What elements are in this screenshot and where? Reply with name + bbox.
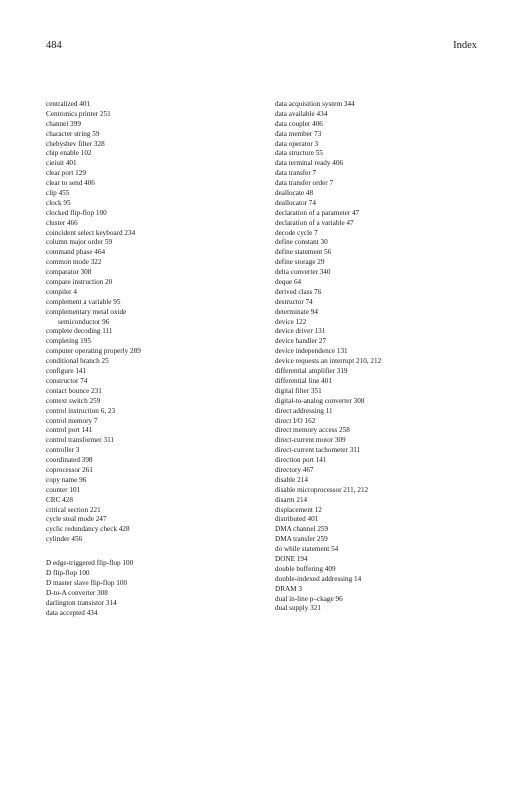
index-entry: declaration of a parameter 47 [275, 208, 360, 217]
index-entry: device independence 131 [275, 347, 348, 356]
index-entry: cylinder 456 [46, 535, 83, 544]
index-entry: clock 95 [46, 198, 71, 207]
index-entry: disarm 214 [275, 495, 308, 504]
index-entry: clocked flip-flop 100 [46, 208, 107, 217]
index-entry: D master slave flip-flop 100 [46, 578, 128, 587]
index-entry: compare instruction 20 [46, 278, 113, 287]
index-entry: data accepted 434 [46, 608, 98, 617]
index-entry: computer operating properly 289 [46, 347, 141, 356]
index-entry: comparator 308 [46, 268, 92, 277]
index-entry: disable microprocessor 211, 212 [275, 485, 369, 494]
index-entry: control instruction 6, 23 [46, 406, 116, 415]
index-entry: define statement 56 [275, 248, 332, 257]
index-entry: determinate 94 [275, 307, 318, 316]
index-entry: Centronics printer 251 [46, 109, 111, 118]
index-entry: direct I/O 162 [275, 416, 316, 425]
index-entry: disable 214 [275, 475, 308, 484]
index-entry: cluster 466 [46, 218, 78, 227]
index-entry: deallocator 74 [275, 198, 316, 207]
index-entry: define storage 29 [275, 258, 325, 267]
index-entry: control port 141 [46, 426, 93, 435]
index-entry: direction port 141 [275, 456, 327, 465]
index-entry: declaration of a variable 47 [275, 218, 354, 227]
index-entry: CRC 428 [46, 495, 73, 504]
index-entry: command phase 464 [46, 248, 106, 257]
index-entry: darlington transistor 314 [46, 598, 117, 607]
index-column-left [46, 100, 256, 618]
index-entry: direct addressing 11 [275, 406, 333, 415]
index-entry: differential line 401 [275, 376, 332, 385]
index-entry: data member 73 [275, 129, 322, 138]
index-entry: DMA transfer 259 [275, 535, 328, 544]
index-entry: differential amplifier 319 [275, 367, 348, 376]
index-entry: semiconductor 96 [58, 317, 110, 326]
index-entry: configure 141 [46, 367, 87, 376]
index-entry: D-to-A converter 308 [46, 588, 108, 597]
index-entry: DONE 194 [275, 554, 308, 563]
index-entry: delta converter 340 [275, 268, 331, 277]
index-entry: decode cycle 7 [275, 228, 318, 237]
index-entry: coincident select keyboard 234 [46, 228, 136, 237]
index-entry: complement a variable 95 [46, 297, 121, 306]
index-entry: data operator 3 [275, 139, 319, 148]
index-entry: clear port 129 [46, 169, 86, 178]
index-entry: D edge-triggered flip-flop 100 [46, 559, 134, 568]
index-entry: data acquisition system 344 [275, 100, 355, 108]
index-entry: dual supply 321 [275, 604, 321, 613]
index-entry: data transfer order 7 [275, 179, 334, 188]
index-entry: direct memory access 258 [275, 426, 350, 435]
index-entry: coprocessor 261 [46, 465, 93, 474]
index-entry: controller 3 [46, 446, 80, 455]
index-entry: character string 59 [46, 129, 100, 138]
index-entry: deque 64 [275, 278, 302, 287]
page-header [46, 40, 477, 56]
index-entry: control memory 7 [46, 416, 98, 425]
index-entry: deallocate 48 [275, 189, 314, 198]
index-entry: channel 399 [46, 119, 81, 128]
index-entry: contact bounce 231 [46, 386, 102, 395]
index-section-gap [46, 545, 256, 559]
index-entry: conditional branch 25 [46, 357, 109, 366]
index-entry: cyclic redundancy check 428 [46, 525, 130, 534]
index-entry: complementary metal oxide [46, 307, 127, 316]
index-entry: distributed 401 [275, 515, 319, 524]
index-entry: chip enable 102 [46, 149, 92, 158]
index-entry: control transformer 311 [46, 436, 114, 445]
index-entry: completing 195 [46, 337, 91, 346]
index-entry: copy name 96 [46, 475, 87, 484]
index-entry: D flip-flop 100 [46, 568, 90, 577]
index-entry: DMA channel 259 [275, 525, 329, 534]
index-column-right [275, 100, 485, 614]
index-entry: device 122 [275, 317, 307, 326]
index-entry: dual in-line p–ckage 96 [275, 594, 343, 603]
page-section-title: Index [453, 40, 477, 51]
page-number: 484 [46, 40, 62, 51]
index-entry: digital filter 351 [275, 386, 322, 395]
index-entry: centralized 401 [46, 100, 91, 108]
index-entry: constructor 74 [46, 376, 88, 385]
index-entry: destructor 74 [275, 297, 313, 306]
index-entry: data structure 55 [275, 149, 323, 158]
index-entry: counter 101 [46, 485, 81, 494]
index-entry: data transfer 7 [275, 169, 317, 178]
index-entry: critical section 221 [46, 505, 101, 514]
index-entry: device driver 131 [275, 327, 326, 336]
index-entry: cycle steal mode 247 [46, 515, 107, 524]
index-entry: do while statement 54 [275, 545, 339, 554]
index-entry: DRAM 3 [275, 584, 302, 593]
index-entry: directory 467 [275, 465, 314, 474]
index-entry: displacement 12 [275, 505, 322, 514]
index-entry: data terminal ready 406 [275, 159, 344, 168]
index-entry: device requests an interrupt 210, 212 [275, 357, 382, 366]
index-entry: context switch 259 [46, 396, 101, 405]
index-entry: compiler 4 [46, 287, 77, 296]
index-entry: data available 434 [275, 109, 328, 118]
index-entry: double-indexed addressing 14 [275, 574, 362, 583]
index-entry: coordinated 398 [46, 456, 93, 465]
index-entry: clip 455 [46, 189, 70, 198]
index-entry: complete decoding 111 [46, 327, 113, 336]
index-entry: cieiuit 401 [46, 159, 77, 168]
index-entry: common mode 322 [46, 258, 102, 267]
index-entry: chebyshev filter 328 [46, 139, 105, 148]
index-entry: column major order 59 [46, 238, 113, 247]
index-entry: direct-current motor 309 [275, 436, 346, 445]
index-entry: derived class 76 [275, 287, 322, 296]
index-entry: data coupler 406 [275, 119, 323, 128]
index-entry: double buffering 409 [275, 564, 336, 573]
index-entry: direct-current tachometer 311 [275, 446, 361, 455]
index-entry: device handler 27 [275, 337, 327, 346]
index-entry: define constant 30 [275, 238, 328, 247]
index-entry: digital-to-analog converter 308 [275, 396, 365, 405]
index-entry: clear to send 406 [46, 179, 95, 188]
